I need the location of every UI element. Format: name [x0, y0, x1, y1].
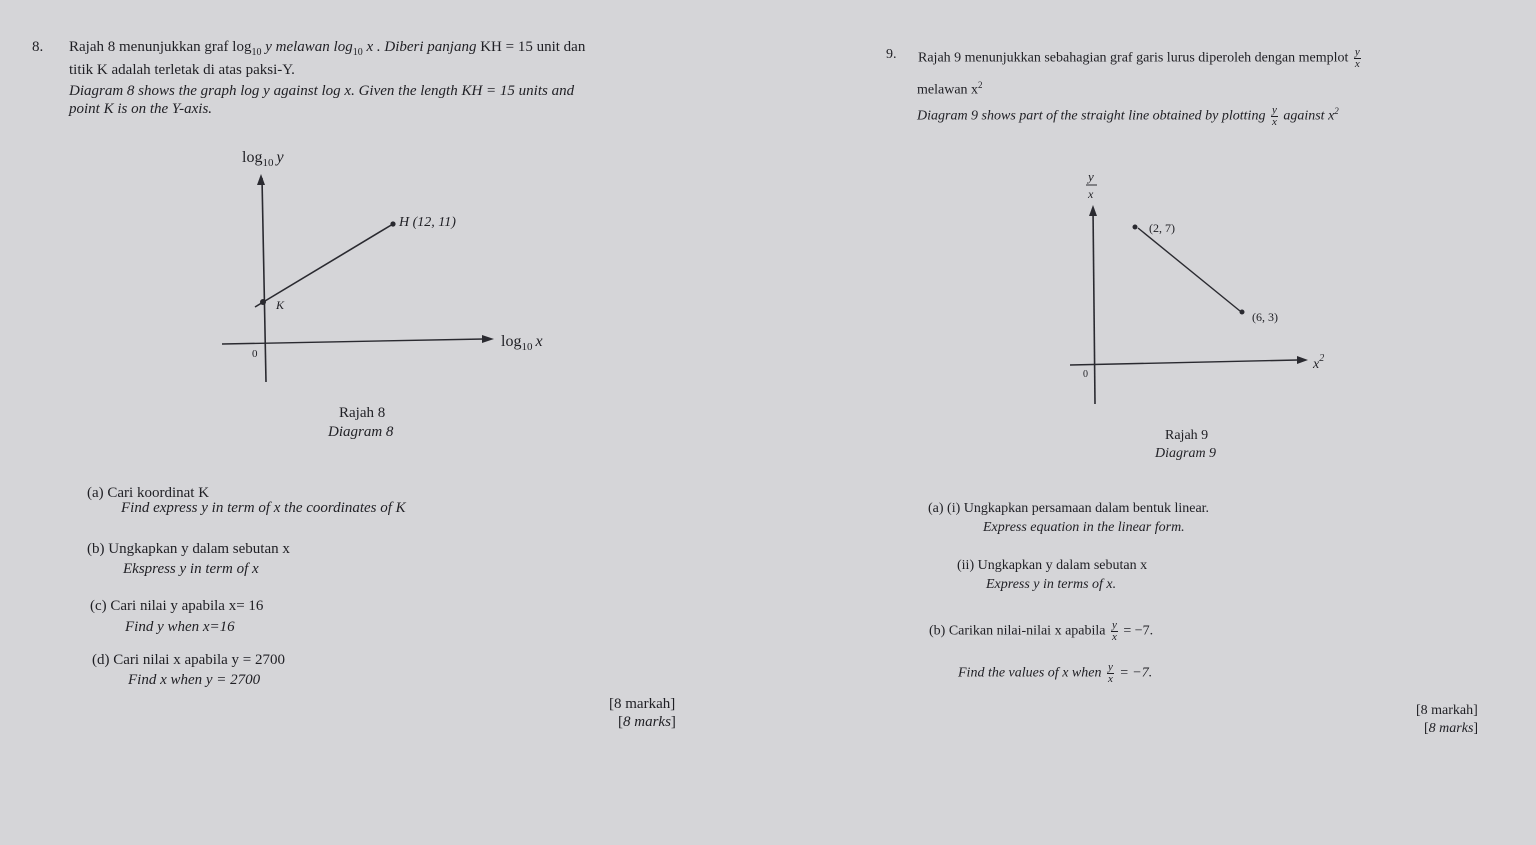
- diagram-8-point-h: [390, 221, 395, 226]
- diagram-8-point-h-label: H (12, 11): [399, 215, 456, 230]
- diagram-9-point-6-3-label: (6, 3): [1252, 310, 1278, 324]
- diagram-9-origin-label: 0: [1083, 369, 1088, 380]
- diagram-8-caption-english: Diagram 8: [328, 424, 394, 440]
- question-8-marks-malay: [8 markah]: [609, 696, 676, 712]
- diagram-8-line-kh: [255, 224, 393, 307]
- diagram-8-x-axis-arrow: [482, 335, 494, 343]
- diagram-9-point-6-3: [1240, 310, 1245, 315]
- diagram-9-caption-english: Diagram 9: [1155, 446, 1217, 461]
- question-9-part-b-malay: (b) Carikan nilai-nilai x apabila $\frac{y}{x}$ = −7.: [929, 619, 1154, 643]
- question-8-part-b-english: Ekspress y in term of x: [123, 561, 259, 577]
- diagram-9-point-2-7: [1133, 225, 1138, 230]
- diagram-8-y-axis-arrow: [257, 174, 265, 185]
- diagram-9-y-axis: [1093, 208, 1095, 404]
- question-9-number: 9.: [886, 47, 897, 62]
- diagram-9-line: [1138, 228, 1240, 311]
- question-8-part-a-malay: (a) Cari koordinat K: [87, 485, 210, 501]
- question-9-part-a-i-english: Express equation in the linear form.: [983, 520, 1185, 535]
- diagram-8-x-axis-label: $\log_{10} x$: [501, 333, 543, 353]
- diagram-9-x-axis-arrow: [1297, 356, 1308, 364]
- question-8-stem-english-line2: point K is on the Y-axis.: [69, 101, 213, 117]
- diagram-9-y-axis-arrow: [1089, 205, 1097, 216]
- diagram-8-point-k-label: K: [276, 298, 285, 312]
- diagram-9-y-axis-denominator: x: [1088, 187, 1094, 201]
- question-9-marks-english: [8 marks]: [1424, 721, 1479, 736]
- diagram-8: [0, 0, 620, 460]
- question-9-marks-malay: [8 markah]: [1416, 703, 1478, 718]
- question-8-stem-malay-line2: titik K adalah terletak di atas paksi-Y.: [69, 62, 295, 78]
- diagram-8-x-axis: [222, 339, 484, 344]
- question-8-part-d-malay: (d) Cari nilai x apabila y = 2700: [92, 652, 285, 668]
- diagram-9: [1040, 160, 1360, 420]
- question-8-part-c-malay: (c) Cari nilai y apabila x= 16: [90, 598, 264, 614]
- question-9-part-a-ii-malay: (ii) Ungkapkan y dalam sebutan x: [957, 558, 1148, 573]
- question-8-stem-english-line1: Diagram 8 shows the graph log y against log x. Given the length KH = 15 units and: [69, 83, 575, 99]
- fraction-y-over-x: $\frac{y}{x}$: [1271, 104, 1277, 128]
- diagram-8-y-axis: [262, 178, 266, 382]
- question-8-part-b-malay: (b) Ungkapkan y dalam sebutan x: [87, 541, 290, 557]
- diagram-9-point-2-7-label: (2, 7): [1149, 221, 1175, 235]
- diagram-8-origin-label: 0: [252, 348, 258, 360]
- question-9-stem-english-line1: Diagram 9 shows part of the straight line obtained by plotting $\frac{y}{x}$ against $x^2$: [917, 104, 1339, 128]
- diagram-8-y-axis-label: $\log_{10} y$: [242, 149, 284, 169]
- diagram-9-x-axis: [1070, 360, 1298, 365]
- question-8-stem-malay-line1: Rajah 8 menunjukkan graf $\log_{10} y$ melawan $\log_{10} x$ . Diberi panjang KH = 15 unit dan: [69, 39, 586, 58]
- question-8-part-a-english: Find express y in term of x the coordinates of K: [121, 500, 406, 516]
- question-9-stem-malay-line1: Rajah 9 menunjukkan sebahagian graf garis lurus diperoleh dengan memplot $\frac{y}{x}$: [918, 46, 1360, 70]
- diagram-8-caption-malay: Rajah 8: [339, 405, 386, 421]
- diagram-9-y-axis-numerator: y: [1088, 169, 1094, 184]
- question-9-part-b-english: Find the values of x when $\frac{y}{x}$ = −7.: [958, 661, 1153, 685]
- question-8-marks-english: [8 marks]: [618, 714, 676, 730]
- question-9-stem-malay-line2: melawan $x^2$: [917, 80, 983, 98]
- question-8-part-d-english: Find x when y = 2700: [128, 672, 261, 688]
- question-9-part-a-i-malay: (a) (i) Ungkapkan persamaan dalam bentuk linear.: [928, 501, 1210, 516]
- question-8-part-c-english: Find y when x=16: [125, 619, 235, 635]
- diagram-9-caption-malay: Rajah 9: [1165, 428, 1209, 443]
- fraction-y-over-x: $\frac{y}{x}$: [1354, 46, 1360, 70]
- diagram-9-x-axis-label: $x^2$: [1313, 353, 1325, 372]
- diagram-8-point-k: [260, 299, 266, 305]
- question-9-part-a-ii-english: Express y in terms of x.: [986, 577, 1117, 592]
- question-8-number: 8.: [32, 39, 44, 55]
